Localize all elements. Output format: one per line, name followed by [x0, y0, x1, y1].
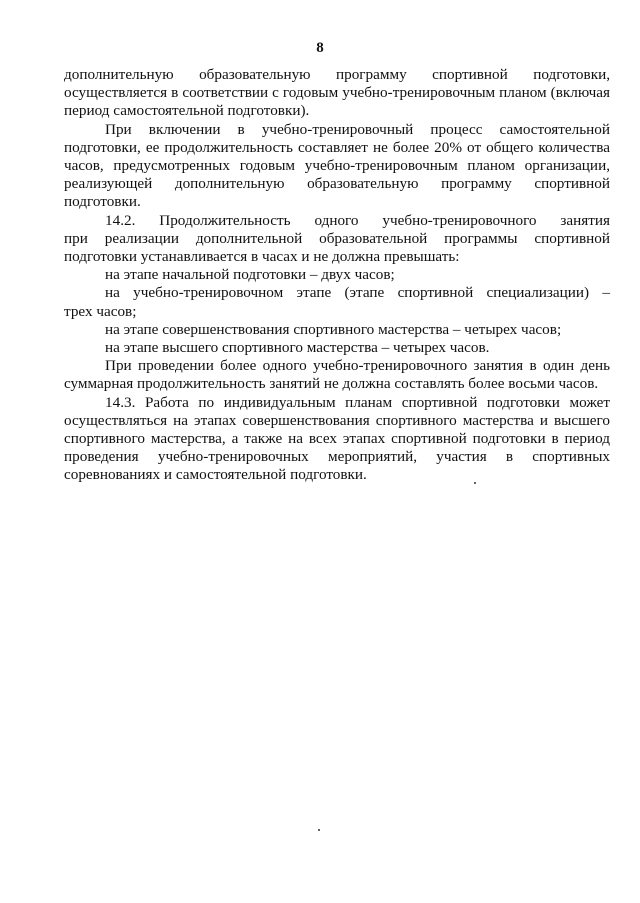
text-line: на этапе начальной подготовки – двух часов;	[105, 266, 395, 284]
text-line: реализующей дополнительную образовательную программу спортивной	[64, 175, 610, 193]
text-line: При включении в учебно-тренировочный процесс самостоятельной	[105, 120, 610, 138]
text-line: подготовки, ее продолжительность составляет не более 20% от общего количества	[64, 138, 610, 156]
text-line: При проведении более одного учебно-тренировочного занятия в один день	[105, 357, 610, 375]
text-line: часов, предусмотренных годовым учебно-тренировочным планом организации,	[64, 157, 610, 175]
text-line: при реализации дополнительной образовательной программы спортивной	[64, 229, 610, 247]
text-line: период самостоятельной подготовки).	[64, 102, 310, 120]
text-line: проведения учебно-тренировочных мероприятий, участия в спортивных	[64, 448, 610, 466]
text-line: на этапе высшего спортивного мастерства – четырех часов.	[105, 339, 490, 357]
document-body	[64, 66, 610, 485]
text-line: осуществляется в соответствии с годовым учебно-тренировочным планом (включая	[64, 84, 610, 102]
text-line: спортивного мастерства, а также на всех этапах спортивной подготовки в период	[64, 430, 610, 448]
text-line: подготовки.	[64, 193, 141, 211]
text-line: трех часов;	[64, 302, 137, 320]
text-line: 14.2. Продолжительность одного учебно-тренировочного занятия	[105, 211, 610, 229]
text-line: суммарная продолжительность занятий не должна составлять более восьми часов.	[64, 375, 599, 393]
scan-speck	[474, 482, 476, 484]
text-line: на учебно-тренировочном этапе (этапе спортивной специализации) –	[105, 284, 610, 302]
page-number: 8	[316, 40, 324, 56]
text-line: на этапе совершенствования спортивного мастерства – четырех часов;	[105, 320, 562, 338]
text-line: 14.3. Работа по индивидуальным планам спортивной подготовки может	[105, 393, 610, 411]
scan-speck	[318, 829, 320, 831]
text-line: подготовки устанавливается в часах и не должна превышать:	[64, 248, 460, 266]
text-line: осуществляться на этапах совершенствования спортивного мастерства и высшего	[64, 411, 610, 429]
text-line: соревнованиях и самостоятельной подготовки.	[64, 466, 367, 484]
text-line: дополнительную образовательную программу спортивной подготовки,	[64, 66, 610, 83]
